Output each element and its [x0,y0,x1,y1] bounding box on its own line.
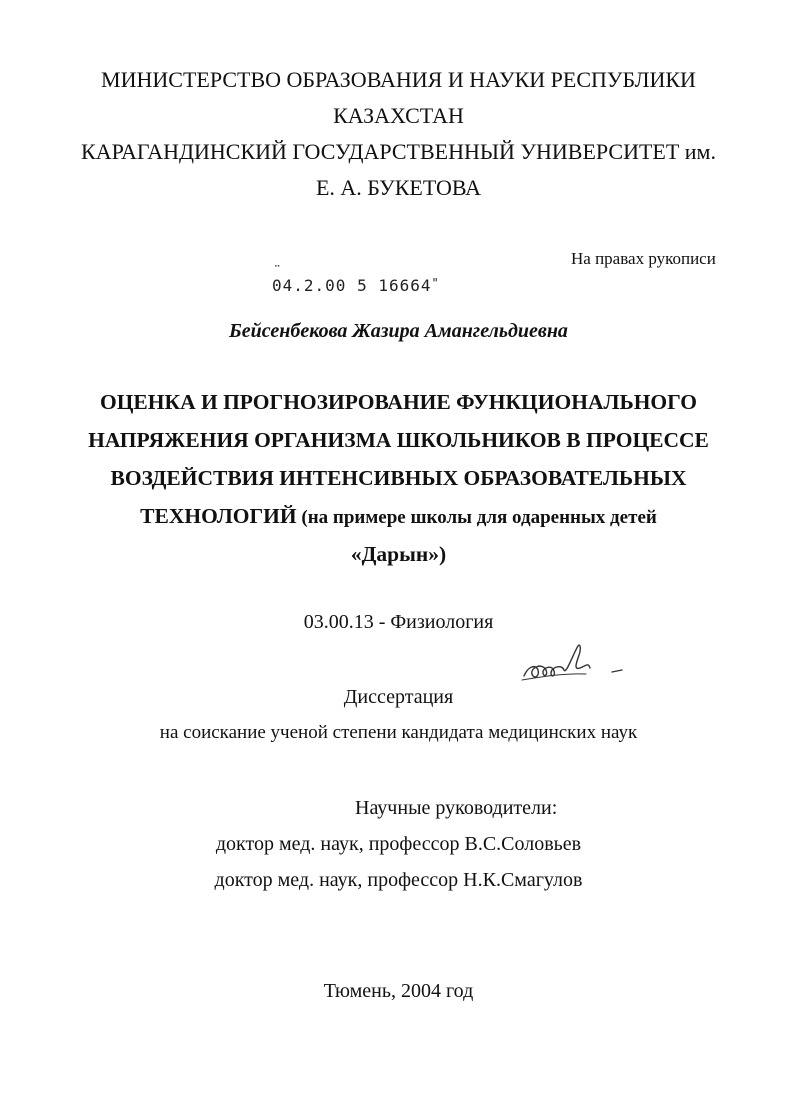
supervisor-2: доктор мед. наук, профессор Н.К.Смагулов [214,869,583,891]
manuscript-rights-note: На правах рукописи [571,249,716,268]
registration-number [272,276,440,295]
university-line-1: КАРАГАНДИНСКИЙ ГОСУДАРСТВЕННЫЙ УНИВЕРСИТЕТ им. [81,139,716,164]
title-line-4-subtitle: (на примере школы для одаренных детей [296,507,657,528]
ministry-line-2: КАЗАХСТАН [333,103,464,128]
degree-statement: на соискание ученой степени кандидата медицинских наук [159,722,638,743]
registration-mark: " [431,276,440,290]
title-line-1: ОЦЕНКА И ПРОГНОЗИРОВАНИЕ ФУНКЦИОНАЛЬНОГО [99,390,698,414]
title-line-5: «Дарын») [350,542,447,566]
specialty-code: 03.00.13 - Физиология [303,611,494,633]
registration-prefix: ¨ 0 [272,276,283,295]
title-line-3: ВОЗДЕЙСТВИЯ ИНТЕНСИВНЫХ ОБРАЗОВАТЕЛЬНЫХ [110,466,687,490]
registration-rest: 4.2.00 5 16664 [282,276,432,295]
title-line-2: НАПРЯЖЕНИЯ ОРГАНИЗМА ШКОЛЬНИКОВ В ПРОЦЕССЕ [88,428,709,452]
supervisor-1: доктор мед. наук, профессор В.С.Соловьев [215,833,582,855]
title-line-4-main: ТЕХНОЛОГИЙ [140,504,297,528]
university-line-2: Е. А. БУКЕТОВА [315,175,482,200]
author-name: Бейсенбекова Жазира Амангельдиевна [229,320,568,342]
ministry-line-1: МИНИСТЕРСТВО ОБРАЗОВАНИЯ И НАУКИ РЕСПУБЛИКИ [101,67,696,92]
document-type: Диссертация [343,686,454,708]
title-line-4 [0,497,797,537]
supervisors-heading: Научные руководители: [355,797,558,819]
place-and-year: Тюмень, 2004 год [323,980,474,1002]
